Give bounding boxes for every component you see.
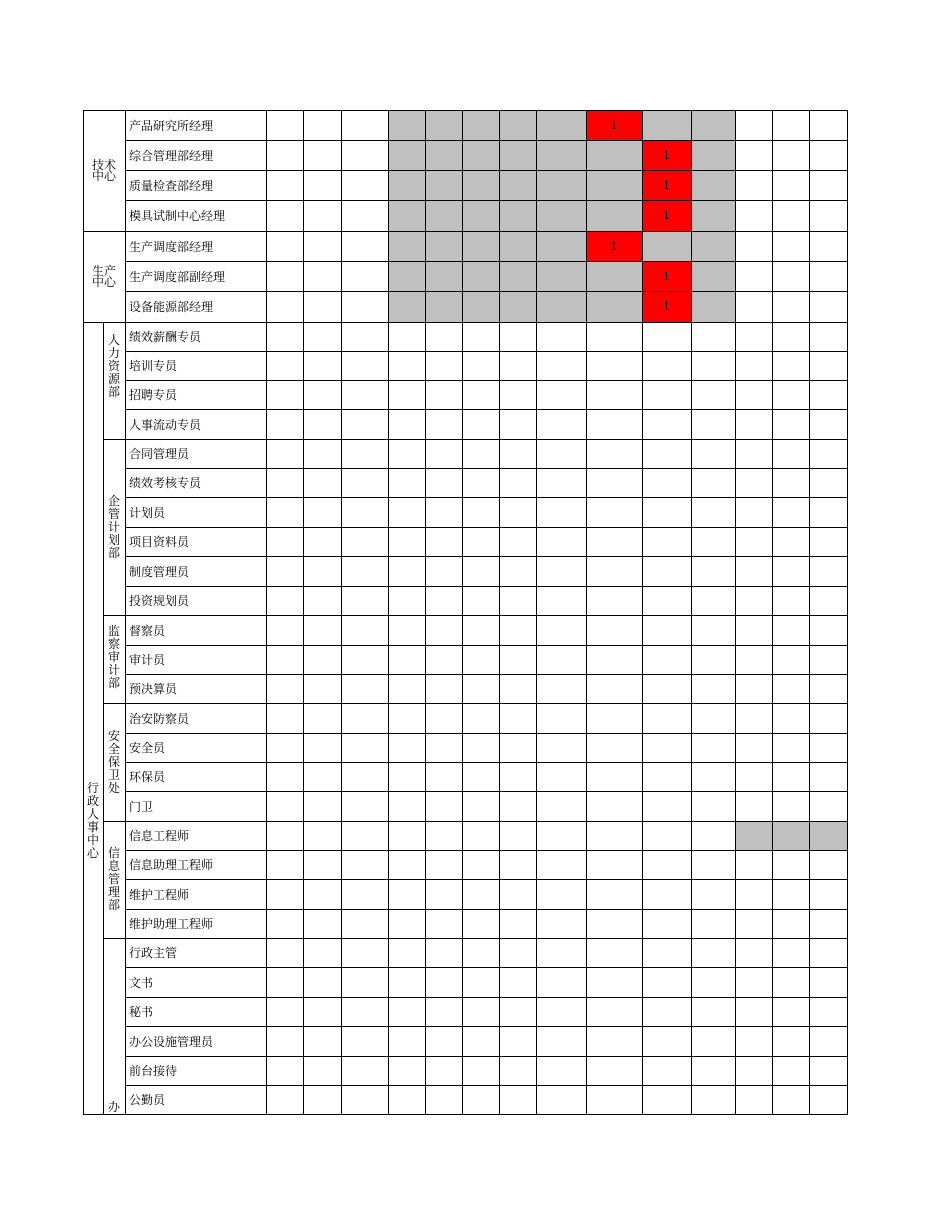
shaded-cell [691, 140, 735, 170]
row-label: 招聘专员 [129, 388, 178, 402]
label-char: 人 [107, 333, 120, 347]
shaded-cell [536, 170, 586, 200]
label-char: 计 [107, 519, 120, 534]
shaded-cell [462, 110, 499, 140]
label-char: 息 [107, 859, 120, 873]
grid-line [125, 291, 847, 292]
shaded-cell [691, 170, 735, 200]
shaded-cell [499, 140, 536, 170]
grid-line [83, 322, 847, 323]
grid-line [303, 110, 304, 1115]
cell-value: 1 [663, 269, 670, 283]
row-label: 预决算员 [129, 682, 178, 696]
grid-line [125, 850, 847, 851]
label-char: 全 [107, 741, 120, 756]
shaded-cell [425, 110, 462, 140]
row-label: 公勤员 [129, 1093, 166, 1107]
label-char: 中 [86, 833, 99, 847]
cell-value: 1 [610, 118, 618, 132]
grid-line [388, 110, 389, 1115]
group-label-tech [83, 110, 125, 231]
shaded-cell [462, 261, 499, 291]
shaded-cell [388, 261, 425, 291]
grid-line [125, 645, 847, 646]
shaded-cell [425, 170, 462, 200]
shaded-cell [536, 291, 586, 322]
row-label: 门卫 [129, 799, 154, 814]
row-label: 维护工程师 [129, 887, 190, 902]
label-char: 政 [86, 794, 99, 808]
grid-line [125, 497, 847, 498]
group-label-production [83, 231, 125, 322]
label-char: 技术 [91, 157, 116, 172]
label-char: 中心 [91, 274, 116, 289]
label-char: 监 [107, 624, 120, 638]
row-label: 治安防察员 [129, 711, 190, 726]
shaded-cell [691, 231, 735, 261]
shaded-cell [691, 261, 735, 291]
grid-line [266, 110, 267, 1115]
shaded-cell [462, 231, 499, 261]
row-label: 计划员 [129, 505, 166, 520]
grid-line [125, 527, 847, 528]
row-label: 秘书 [129, 1005, 154, 1019]
label-char: 部 [107, 898, 120, 912]
label-char: 部 [107, 676, 120, 690]
row-label: 绩效考核专员 [129, 476, 202, 490]
grid-line [499, 110, 500, 1115]
grid-line [125, 1085, 847, 1086]
label-char: 源 [107, 372, 120, 386]
row-label: 设备能源部经理 [129, 300, 214, 314]
label-char: 心 [86, 846, 99, 860]
label-char: 管 [107, 872, 120, 886]
cell-value: 1 [663, 300, 670, 313]
row-label: 项目资料员 [129, 535, 190, 549]
shaded-cell [425, 231, 462, 261]
shaded-cell [499, 200, 536, 231]
grid-line [586, 110, 587, 1115]
group-label-admin [83, 322, 103, 1114]
grid-line [462, 110, 463, 1115]
dept-label [103, 322, 125, 439]
label-char: 资 [107, 359, 120, 373]
grid-line [125, 351, 847, 352]
grid-line [642, 110, 643, 1115]
label-char: 卫 [107, 767, 120, 782]
label-char: 信 [107, 846, 120, 860]
row-label: 产品研究所经理 [129, 118, 214, 133]
shaded-cell [691, 200, 735, 231]
dept-label [103, 938, 125, 1114]
grid-line [536, 110, 537, 1115]
cell-value: 1 [610, 239, 618, 253]
row-label: 审计员 [129, 653, 166, 667]
grid-line [125, 380, 847, 381]
row-label: 信息助理工程师 [129, 858, 214, 872]
label-char: 办 [107, 1100, 120, 1114]
row-label: 合同管理员 [129, 447, 190, 461]
label-char: 部 [107, 545, 120, 560]
shaded-cell [536, 261, 586, 291]
shaded-cell [388, 231, 425, 261]
grid-line [125, 468, 847, 469]
row-label: 督察员 [129, 623, 166, 638]
shaded-cell [462, 170, 499, 200]
shaded-cell [388, 291, 425, 322]
shaded-cell [772, 821, 809, 850]
label-char: 行 [86, 781, 99, 795]
dept-label [103, 439, 125, 615]
shaded-cell [425, 291, 462, 322]
shaded-cell [388, 110, 425, 140]
shaded-cell [586, 291, 642, 322]
shaded-cell [499, 261, 536, 291]
shaded-cell [536, 200, 586, 231]
grid-line [691, 110, 692, 1115]
row-label: 培训专员 [129, 359, 178, 373]
shaded-cell [809, 821, 847, 850]
grid-line [425, 110, 426, 1115]
grid-line [125, 170, 847, 171]
grid-line [125, 791, 847, 792]
grid-line [125, 879, 847, 880]
shaded-cell [642, 231, 691, 261]
label-char: 力 [107, 346, 120, 360]
label-char: 保 [107, 754, 120, 769]
grid-line [83, 110, 847, 111]
label-char: 人 [86, 807, 99, 821]
label-char: 划 [107, 532, 120, 547]
cell-value: 1 [663, 178, 670, 192]
grid-line [125, 1056, 847, 1057]
shaded-cell [388, 170, 425, 200]
shaded-cell [586, 170, 642, 200]
grid-line [125, 261, 847, 262]
dept-label [103, 703, 125, 821]
label-char: 管 [107, 506, 120, 521]
grid-line [125, 110, 126, 1115]
row-label: 前台接待 [129, 1064, 178, 1078]
label-char: 计 [107, 663, 120, 677]
cell-value: 1 [663, 209, 670, 222]
shaded-cell [586, 140, 642, 170]
grid-line [125, 1026, 847, 1027]
row-label: 办公设施管理员 [129, 1034, 214, 1049]
cell-value: 1 [663, 148, 670, 162]
shaded-cell [586, 261, 642, 291]
row-label: 信息工程师 [129, 829, 190, 843]
row-label: 生产调度部副经理 [129, 269, 226, 284]
shaded-cell [586, 200, 642, 231]
row-label: 行政主管 [129, 946, 178, 960]
shaded-cell [425, 200, 462, 231]
shaded-cell [462, 140, 499, 170]
grid-line [125, 586, 847, 587]
label-char: 处 [107, 780, 120, 795]
label-char: 生产 [91, 263, 116, 278]
shaded-cell [499, 231, 536, 261]
label-char: 事 [86, 820, 99, 834]
shaded-cell [388, 200, 425, 231]
grid-line [125, 556, 847, 557]
row-label: 投资规划员 [129, 594, 190, 608]
shaded-cell [388, 140, 425, 170]
shaded-cell [691, 291, 735, 322]
grid-line [847, 110, 848, 1115]
shaded-cell [499, 291, 536, 322]
shaded-cell [462, 200, 499, 231]
label-char: 安 [107, 728, 120, 743]
grid-line [83, 231, 847, 232]
shaded-cell [425, 261, 462, 291]
shaded-cell [536, 140, 586, 170]
row-label: 维护助理工程师 [129, 917, 214, 931]
shaded-cell [642, 110, 691, 140]
grid-line [125, 200, 847, 201]
grid-line [125, 674, 847, 675]
grid-line [772, 110, 773, 1115]
grid-line [809, 110, 810, 1115]
shaded-cell [691, 110, 735, 140]
shaded-cell [536, 110, 586, 140]
dept-label [103, 821, 125, 938]
row-label: 综合管理部经理 [129, 148, 214, 163]
dept-label [103, 615, 125, 703]
label-char: 企 [107, 493, 120, 508]
grid-line [125, 733, 847, 734]
row-label: 生产调度部经理 [129, 239, 214, 254]
label-char: 部 [107, 385, 120, 399]
grid-line [341, 110, 342, 1115]
shaded-cell [536, 231, 586, 261]
row-label: 模具试制中心经理 [129, 209, 226, 223]
row-label: 制度管理员 [129, 564, 190, 579]
row-label: 安全员 [129, 741, 166, 755]
row-label: 绩效薪酬专员 [129, 330, 202, 344]
grid-line [83, 1114, 847, 1115]
row-label: 质量检查部经理 [129, 178, 214, 193]
label-char: 理 [107, 885, 120, 899]
grid-line [735, 110, 736, 1115]
shaded-cell [425, 140, 462, 170]
grid-line [125, 997, 847, 998]
shaded-cell [499, 170, 536, 200]
grid-line [125, 909, 847, 910]
row-label: 人事流动专员 [129, 417, 202, 432]
row-label: 文书 [129, 975, 154, 990]
grid-line [125, 967, 847, 968]
label-char: 审 [107, 650, 120, 664]
label-char: 中心 [91, 168, 116, 183]
grid-line [125, 762, 847, 763]
shaded-cell [462, 291, 499, 322]
grid-line [125, 140, 847, 141]
shaded-cell [735, 821, 772, 850]
label-char: 察 [107, 637, 120, 651]
row-label: 环保员 [129, 770, 166, 784]
shaded-cell [499, 110, 536, 140]
grid-line [125, 409, 847, 410]
